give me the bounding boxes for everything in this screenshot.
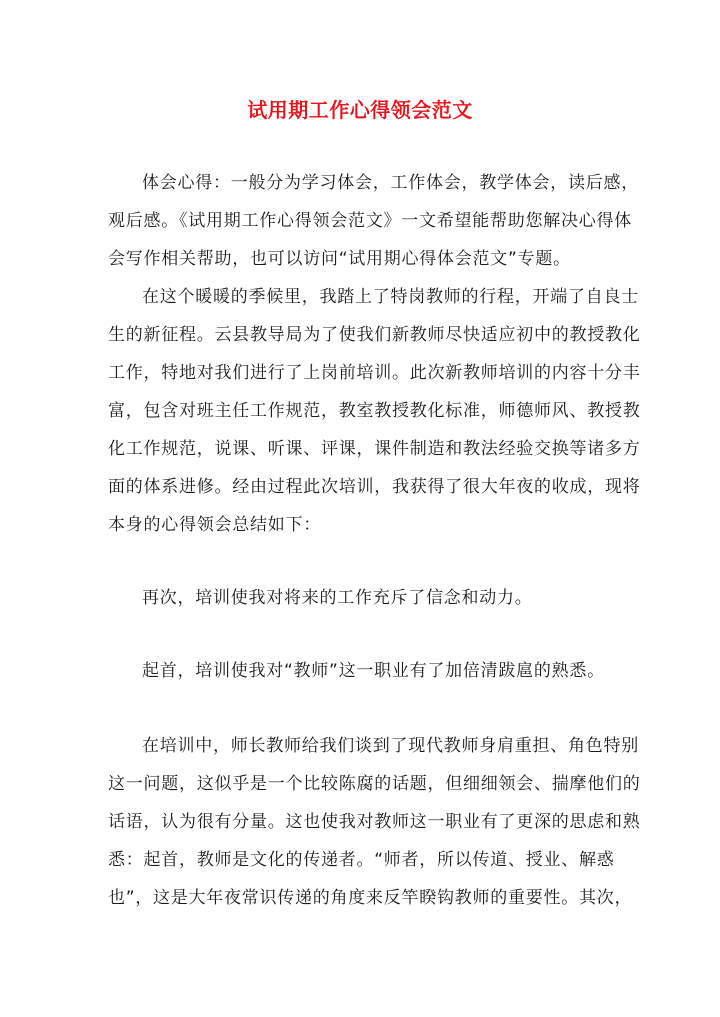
paragraph-5-line: 悉：起首，教师是文化的传递者。“师者，所以传道、授业、解惑 xyxy=(108,850,615,870)
paragraph-2-line: 面的体系进修。经由过程此次培训，我获得了很大年夜的收成，现将 xyxy=(108,477,641,497)
paragraph-5-line: 在培训中，师长教师给我们谈到了现代教师身肩重担、角色特别 xyxy=(142,736,639,756)
paragraph-5-line: 这一问题，这似乎是一个比较陈腐的话题，但细细领会、揣摩他们的 xyxy=(108,774,641,794)
document-title: 试用期工作心得领会范文 xyxy=(247,98,473,122)
paragraph-2-line: 工作，特地对我们进行了上岗前培训。此次新教师培训的内容十分丰 xyxy=(108,363,641,383)
paragraph-1-line: 体会心得：一般分为学习体会，工作体会，教学体会，读后感， xyxy=(142,173,639,193)
paragraph-2-line: 本身的心得领会总结如下： xyxy=(108,515,321,535)
paragraph-2-line: 化工作规范，说课、听课、评课，课件制造和教法经验交换等诸多方 xyxy=(108,439,641,459)
paragraph-3-line: 再次，培训使我对将来的工作充斥了信念和动力。 xyxy=(142,588,533,608)
paragraph-2-line: 富，包含对班主任工作规范，教室教授教化标准，师德师风、教授教 xyxy=(108,401,641,421)
paragraph-1-line: 观后感。《试用期工作心得领会范文》一文希望能帮助您解决心得体 xyxy=(108,211,632,231)
paragraph-4-line: 起首，培训使我对“教师”这一职业有了加倍清跋扈的熟悉。 xyxy=(142,661,605,681)
paragraph-5-line: 也”，这是大年夜常识传递的角度来反竿睽钩教师的重要性。其次， xyxy=(108,888,633,908)
paragraph-2-line: 生的新征程。云县教导局为了使我们新教师尽快适应初中的教授教化 xyxy=(108,325,641,345)
paragraph-5-line: 话语，认为很有分量。这也使我对教师这一职业有了更深的思虑和熟 xyxy=(108,812,641,832)
paragraph-2-line: 在这个暖暖的季候里，我踏上了特岗教师的行程，开端了自良士 xyxy=(142,287,639,307)
paragraph-1-line: 会写作相关帮助，也可以访问“试用期心得体会范文”专题。 xyxy=(108,249,571,269)
